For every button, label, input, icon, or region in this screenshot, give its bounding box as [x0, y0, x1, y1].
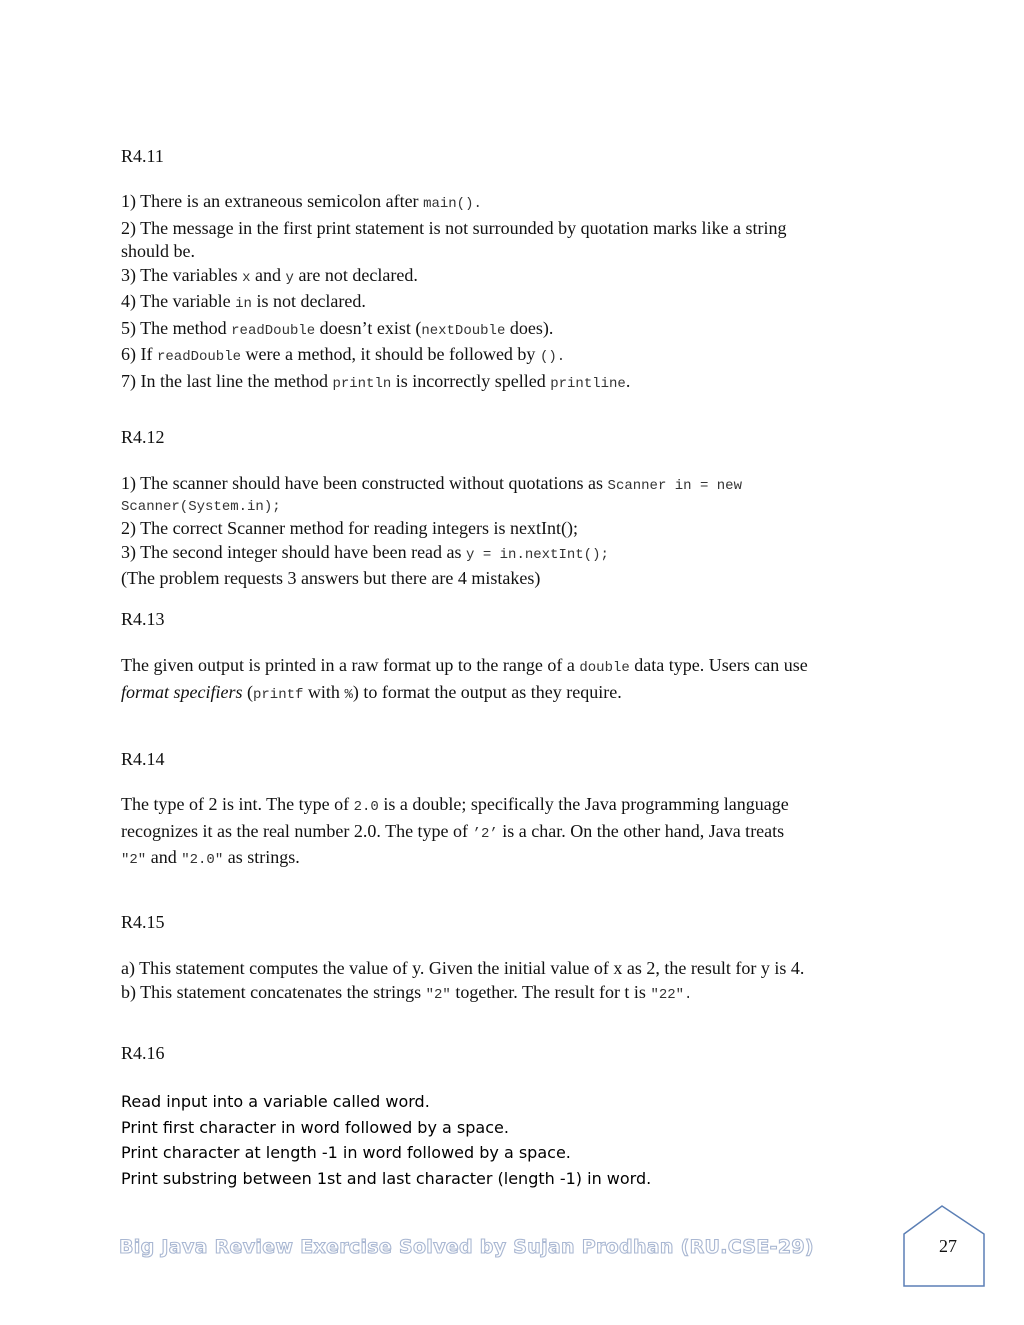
r4-11-item-3: 3) The variables x and y are not declared. — [121, 264, 418, 286]
r4-14-line-3: "2" and "2.0" as strings. — [121, 847, 300, 868]
r4-12-item-1-cont: Scanner(System.in); — [121, 499, 281, 515]
r4-12-item-3: 3) The second integer should have been read as y = in.nextInt(); — [121, 541, 609, 563]
r4-16-step-1: Read input into a variable called word. — [121, 1092, 430, 1111]
r4-12-list — [121, 472, 901, 591]
r4-11-item-5: 5) The method readDouble doesn’t exist (nextDouble does). — [121, 317, 554, 339]
r4-16-step-3: Print character at length -1 in word followed by a space. — [121, 1143, 571, 1163]
heading-r4-16: R4.16 — [121, 1043, 165, 1063]
r4-15-item-b: b) This statement concatenates the strings "2" together. The result for t is "22". — [121, 981, 693, 1003]
r4-12-note: (The problem requests 3 answers but there are 4 mistakes) — [121, 568, 541, 588]
page-number: 27 — [939, 1236, 957, 1256]
r4-13-line-2: format specifiers (printf with %) to format the output as they require. — [121, 681, 622, 703]
r4-11-item-4: 4) The variable in is not declared. — [121, 291, 366, 312]
r4-11-item-2-cont: should be. — [121, 241, 195, 261]
r4-14-line-1: The type of 2 is int. The type of 2.0 is a double; specifically the Java programming language — [121, 794, 789, 815]
r4-11-list — [121, 190, 901, 396]
r4-13-paragraph — [121, 654, 901, 707]
r4-12-item-2: 2) The correct Scanner method for reading integers is nextInt(); — [121, 518, 578, 538]
footer-credit: Big Java Review Exercise Solved by Sujan Prodhan (RU.CSE-29) — [119, 1236, 814, 1258]
r4-13-line-1: The given output is printed in a raw format up to the range of a double data type. Users can use — [121, 655, 808, 676]
heading-r4-15: R4.15 — [121, 912, 165, 932]
r4-11-item-6: 6) If readDouble were a method, it should be followed by (). — [121, 344, 566, 365]
heading-r4-12: R4.12 — [121, 427, 165, 447]
r4-11-item-2: 2) The message in the first print statement is not surrounded by quotation marks like a string — [121, 217, 787, 238]
r4-11-item-1: 1) There is an extraneous semicolon after main(). — [121, 191, 482, 212]
r4-16-step-4: Print substring between 1st and last character (length -1) in word. — [121, 1169, 652, 1189]
r4-16-step-2: Print first character in word followed by a space. — [121, 1117, 509, 1137]
heading-r4-14: R4.14 — [121, 749, 165, 769]
r4-15-item-a: a) This statement computes the value of y. Given the initial value of x as 2, the result for y is 4. — [121, 958, 805, 978]
r4-11-item-7: 7) In the last line the method println is incorrectly spelled printline. — [121, 370, 631, 392]
r4-14-line-2: recognizes it as the real number 2.0. The type of ’2’ is a char. On the other hand, Java treats — [121, 820, 785, 842]
r4-15-list — [121, 957, 901, 1007]
r4-14-paragraph — [121, 793, 901, 873]
heading-r4-13: R4.13 — [121, 609, 165, 629]
r4-16-pseudocode — [121, 1089, 901, 1192]
heading-r4-11: R4.11 — [121, 146, 164, 166]
r4-12-item-1: 1) The scanner should have been constructed without quotations as Scanner in = new — [121, 473, 742, 494]
